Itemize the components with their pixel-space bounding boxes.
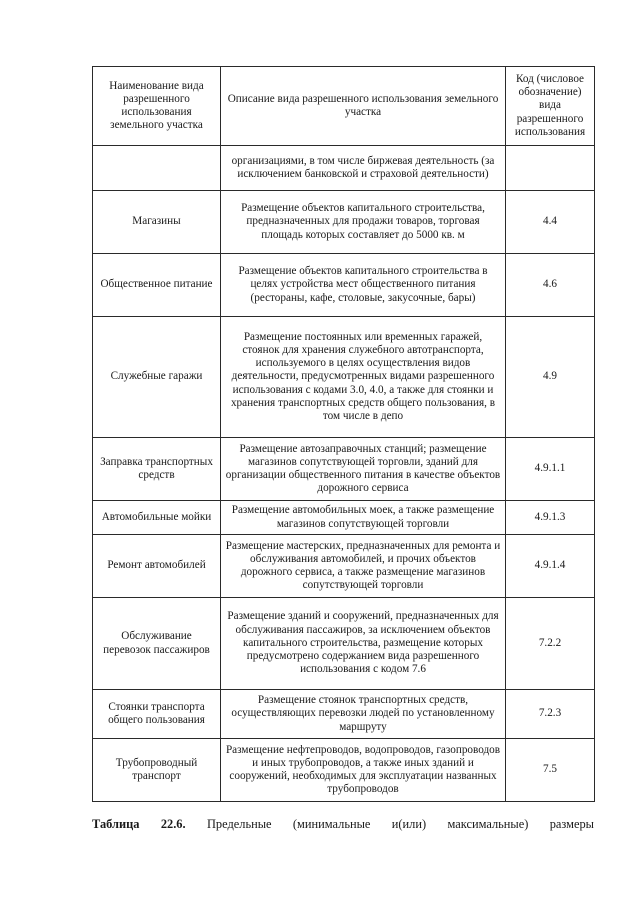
row-description: Размещение автомобильных моек, а также размещение магазинов сопутствующей торговли xyxy=(221,501,506,535)
row-code xyxy=(506,146,595,191)
caption-text: Предельные (минимальные и(или) максимальные) размеры xyxy=(206,817,594,831)
table-row xyxy=(93,146,595,191)
row-description: организациями, в том числе биржевая деятельность (за исключением банковской и страховой деятельности) xyxy=(221,146,506,191)
row-code: 4.9.1.3 xyxy=(506,501,595,535)
row-description: Размещение объектов капитального строительства, предназначенных для продажи товаров, торговая площадь которых составляет до 5000 кв. м xyxy=(221,191,506,254)
row-code: 7.2.3 xyxy=(506,690,595,739)
row-name: Общественное питание xyxy=(93,254,221,317)
table-row xyxy=(93,501,595,535)
table-row xyxy=(93,191,595,254)
row-code: 7.5 xyxy=(506,739,595,802)
row-description: Размещение зданий и сооружений, предназначенных для обслуживания пассажиров, за исключением объектов капитального строительства, размещение которых предусмотрено содержанием вида разрешенного использования с кодом 7.6 xyxy=(221,598,506,690)
table-row xyxy=(93,317,595,438)
table-row xyxy=(93,438,595,501)
table-caption xyxy=(92,816,594,832)
row-name: Стоянки транспорта общего пользования xyxy=(93,690,221,739)
row-code: 4.9.1.1 xyxy=(506,438,595,501)
row-code: 4.4 xyxy=(506,191,595,254)
row-code: 4.9.1.4 xyxy=(506,535,595,598)
row-code: 7.2.2 xyxy=(506,598,595,690)
row-name: Магазины xyxy=(93,191,221,254)
table-row xyxy=(93,690,595,739)
caption-label: Таблица 22.6. xyxy=(92,817,186,831)
row-description: Размещение автозаправочных станций; размещение магазинов сопутствующей торговли, зданий для организации общественного питания в качестве объектов дорожного сервиса xyxy=(221,438,506,501)
table-row xyxy=(93,598,595,690)
row-description: Размещение нефтепроводов, водопроводов, газопроводов и иных трубопроводов, а также иных зданий и сооружений, необходимых для эксплуатации названных трубопроводов xyxy=(221,739,506,802)
row-name: Служебные гаражи xyxy=(93,317,221,438)
row-description: Размещение постоянных или временных гаражей, стоянок для хранения служебного автотранспорта, используемого в целях осуществления видов деятельности, предусмотренных видами разрешенного использования с кодами 3.0, 4.0, а также для стоянки и хранения транспортных средств общего пользования, в том числе в депо xyxy=(221,317,506,438)
header-description: Описание вида разрешенного использования земельного участка xyxy=(221,67,506,146)
row-name: Ремонт автомобилей xyxy=(93,535,221,598)
row-name xyxy=(93,146,221,191)
row-description: Размещение мастерских, предназначенных для ремонта и обслуживания автомобилей, и прочих объектов дорожного сервиса, а также размещение магазинов сопутствующей торговли xyxy=(221,535,506,598)
row-code: 4.6 xyxy=(506,254,595,317)
land-use-table xyxy=(92,66,595,802)
row-description: Размещение стоянок транспортных средств, осуществляющих перевозки людей по установленному маршруту xyxy=(221,690,506,739)
row-name: Заправка транспортных средств xyxy=(93,438,221,501)
table-header-row xyxy=(93,67,595,146)
row-name: Трубопроводный транспорт xyxy=(93,739,221,802)
row-code: 4.9 xyxy=(506,317,595,438)
row-description: Размещение объектов капитального строительства в целях устройства мест общественного питания (рестораны, кафе, столовые, закусочные, бары) xyxy=(221,254,506,317)
header-code: Код (числовое обозначение) вида разрешенного использования xyxy=(506,67,595,146)
table-row xyxy=(93,535,595,598)
header-name: Наименование вида разрешенного использования земельного участка xyxy=(93,67,221,146)
table-row xyxy=(93,739,595,802)
table-row xyxy=(93,254,595,317)
row-name: Автомобильные мойки xyxy=(93,501,221,535)
row-name: Обслуживание перевозок пассажиров xyxy=(93,598,221,690)
